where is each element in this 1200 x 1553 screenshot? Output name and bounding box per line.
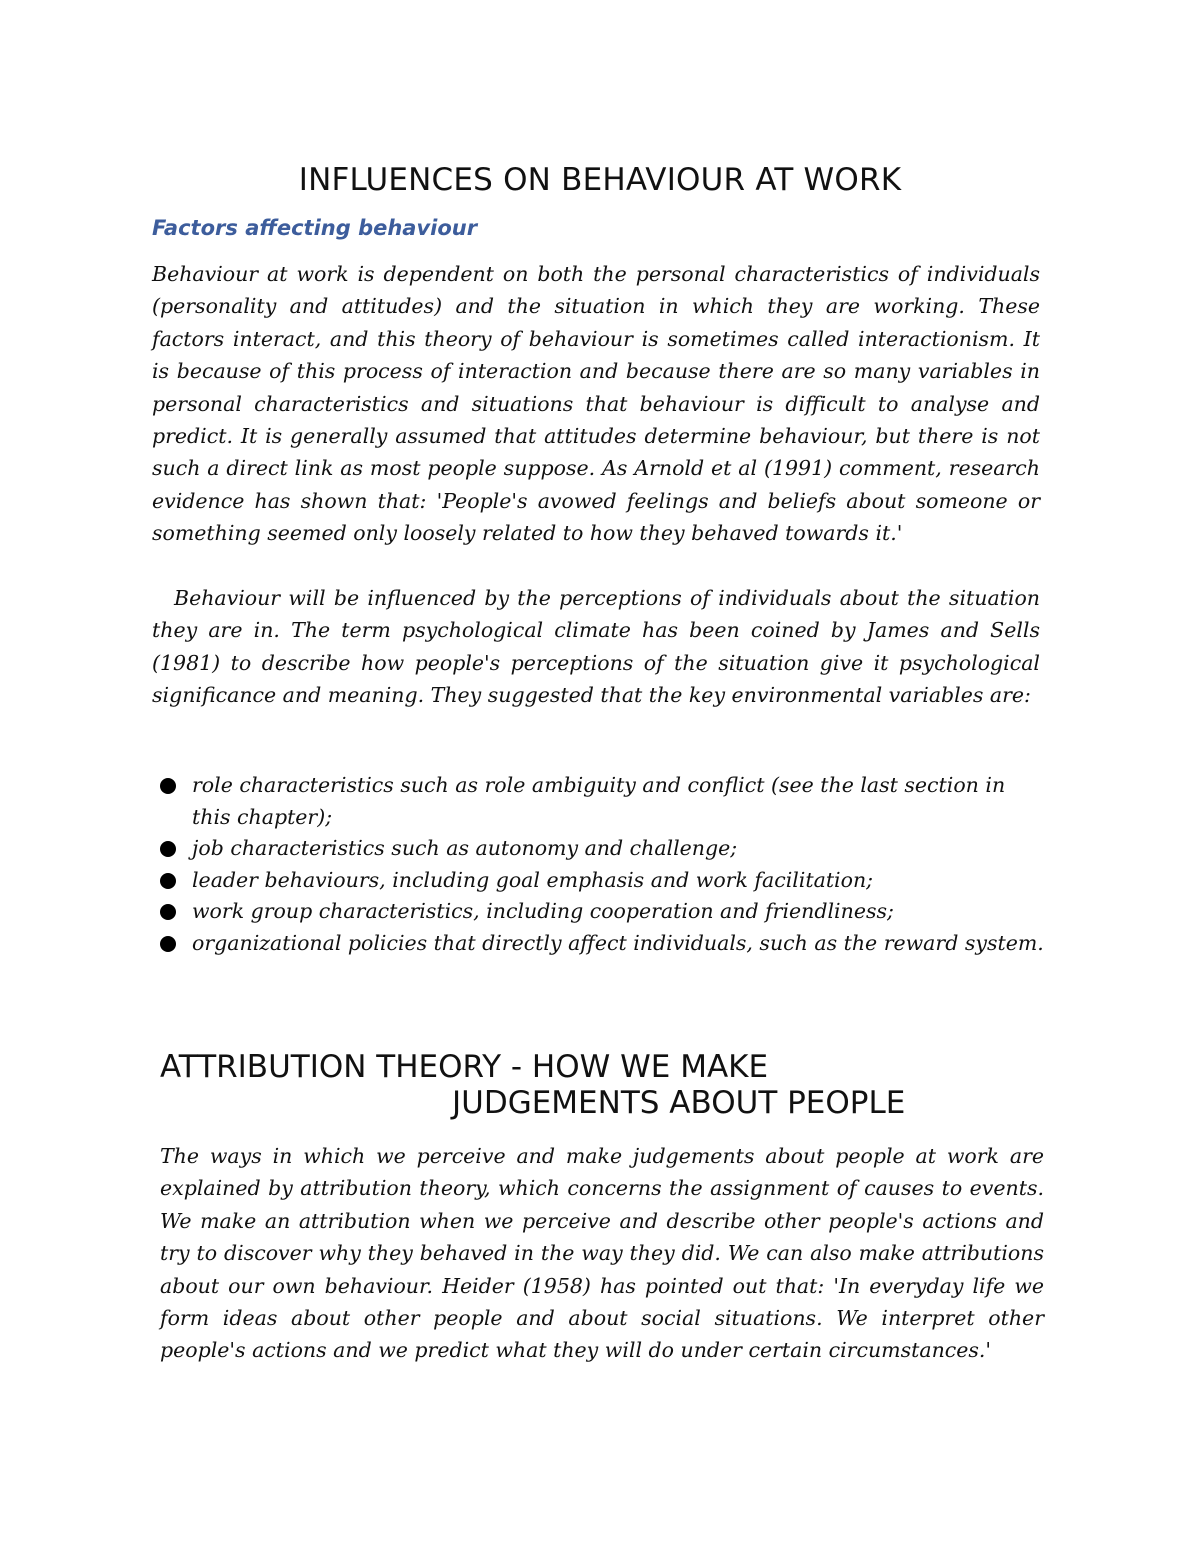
paragraph-attribution: The ways in which we perceive and make judgements about people at work are explained by attribution theory, which concerns the assignment of causes to events. We make an attribution when we perceive and describe other people's actions and try to discover why they behaved in the way they did. We can also make attributions about our own behaviour. Heider (1958) has pointed out that: 'In everyday life we form ideas about other people and about social situations. We interpret other people's actions and we predict what they will do under certain circumstances.' (160, 1144, 1044, 1363)
section-heading-attribution (160, 1049, 960, 1121)
list-item-text: organizational policies that directly affect individuals, such as the reward system. (192, 930, 1044, 955)
environmental-variables-list (158, 770, 1048, 959)
bullet-icon (160, 841, 176, 857)
section-heading-line2: JUDGEMENTS ABOUT PEOPLE (452, 1085, 906, 1121)
list-item (158, 865, 1048, 897)
list-item-text: job characteristics such as autonomy and challenge; (192, 836, 738, 860)
list-item (158, 896, 1048, 928)
section-heading-line1: ATTRIBUTION THEORY - HOW WE MAKE (160, 1049, 769, 1085)
list-item (158, 770, 1048, 833)
list-item (158, 928, 1048, 960)
list-item (158, 833, 1048, 865)
list-item-text: leader behaviours, including goal emphasis and work facilitation; (192, 867, 874, 892)
subsection-title: Factors affecting behaviour (152, 216, 478, 240)
bullet-icon (160, 904, 176, 920)
bullet-icon (160, 936, 176, 952)
bullet-icon (160, 778, 176, 794)
paragraph-perceptions: Behaviour will be influenced by the perceptions of individuals about the situation they are in. The term psychological climate has been coined by James and Sells (1981) to describe how people's perceptions of the situation give it psychological significance and meaning. They suggested that the key environmental variables are: (152, 586, 1040, 708)
list-item-text: work group characteristics, including cooperation and friendliness; (192, 899, 894, 923)
bullet-icon (160, 873, 176, 889)
list-item-text: role characteristics such as role ambiguity and conflict (see the last section in this chapter); (192, 773, 1006, 829)
paragraph-intro: Behaviour at work is dependent on both the personal characteristics of individuals (personality and attitudes) and the situation in which they are working. These factors interact, and this theory of behaviour is sometimes called interactionism. It is because of this process of interaction and because there are so many variables in personal characteristics and situations that behaviour is difficult to analyse and predict. It is generally assumed that attitudes determine behaviour, but there is not such a direct link as most people suppose. As Arnold et al (1991) comment, research evidence has shown that: 'People's avowed feelings and beliefs about someone or something seemed only loosely related to how they behaved towards it.' (152, 262, 1040, 546)
page-title: INFLUENCES ON BEHAVIOUR AT WORK (298, 162, 902, 198)
